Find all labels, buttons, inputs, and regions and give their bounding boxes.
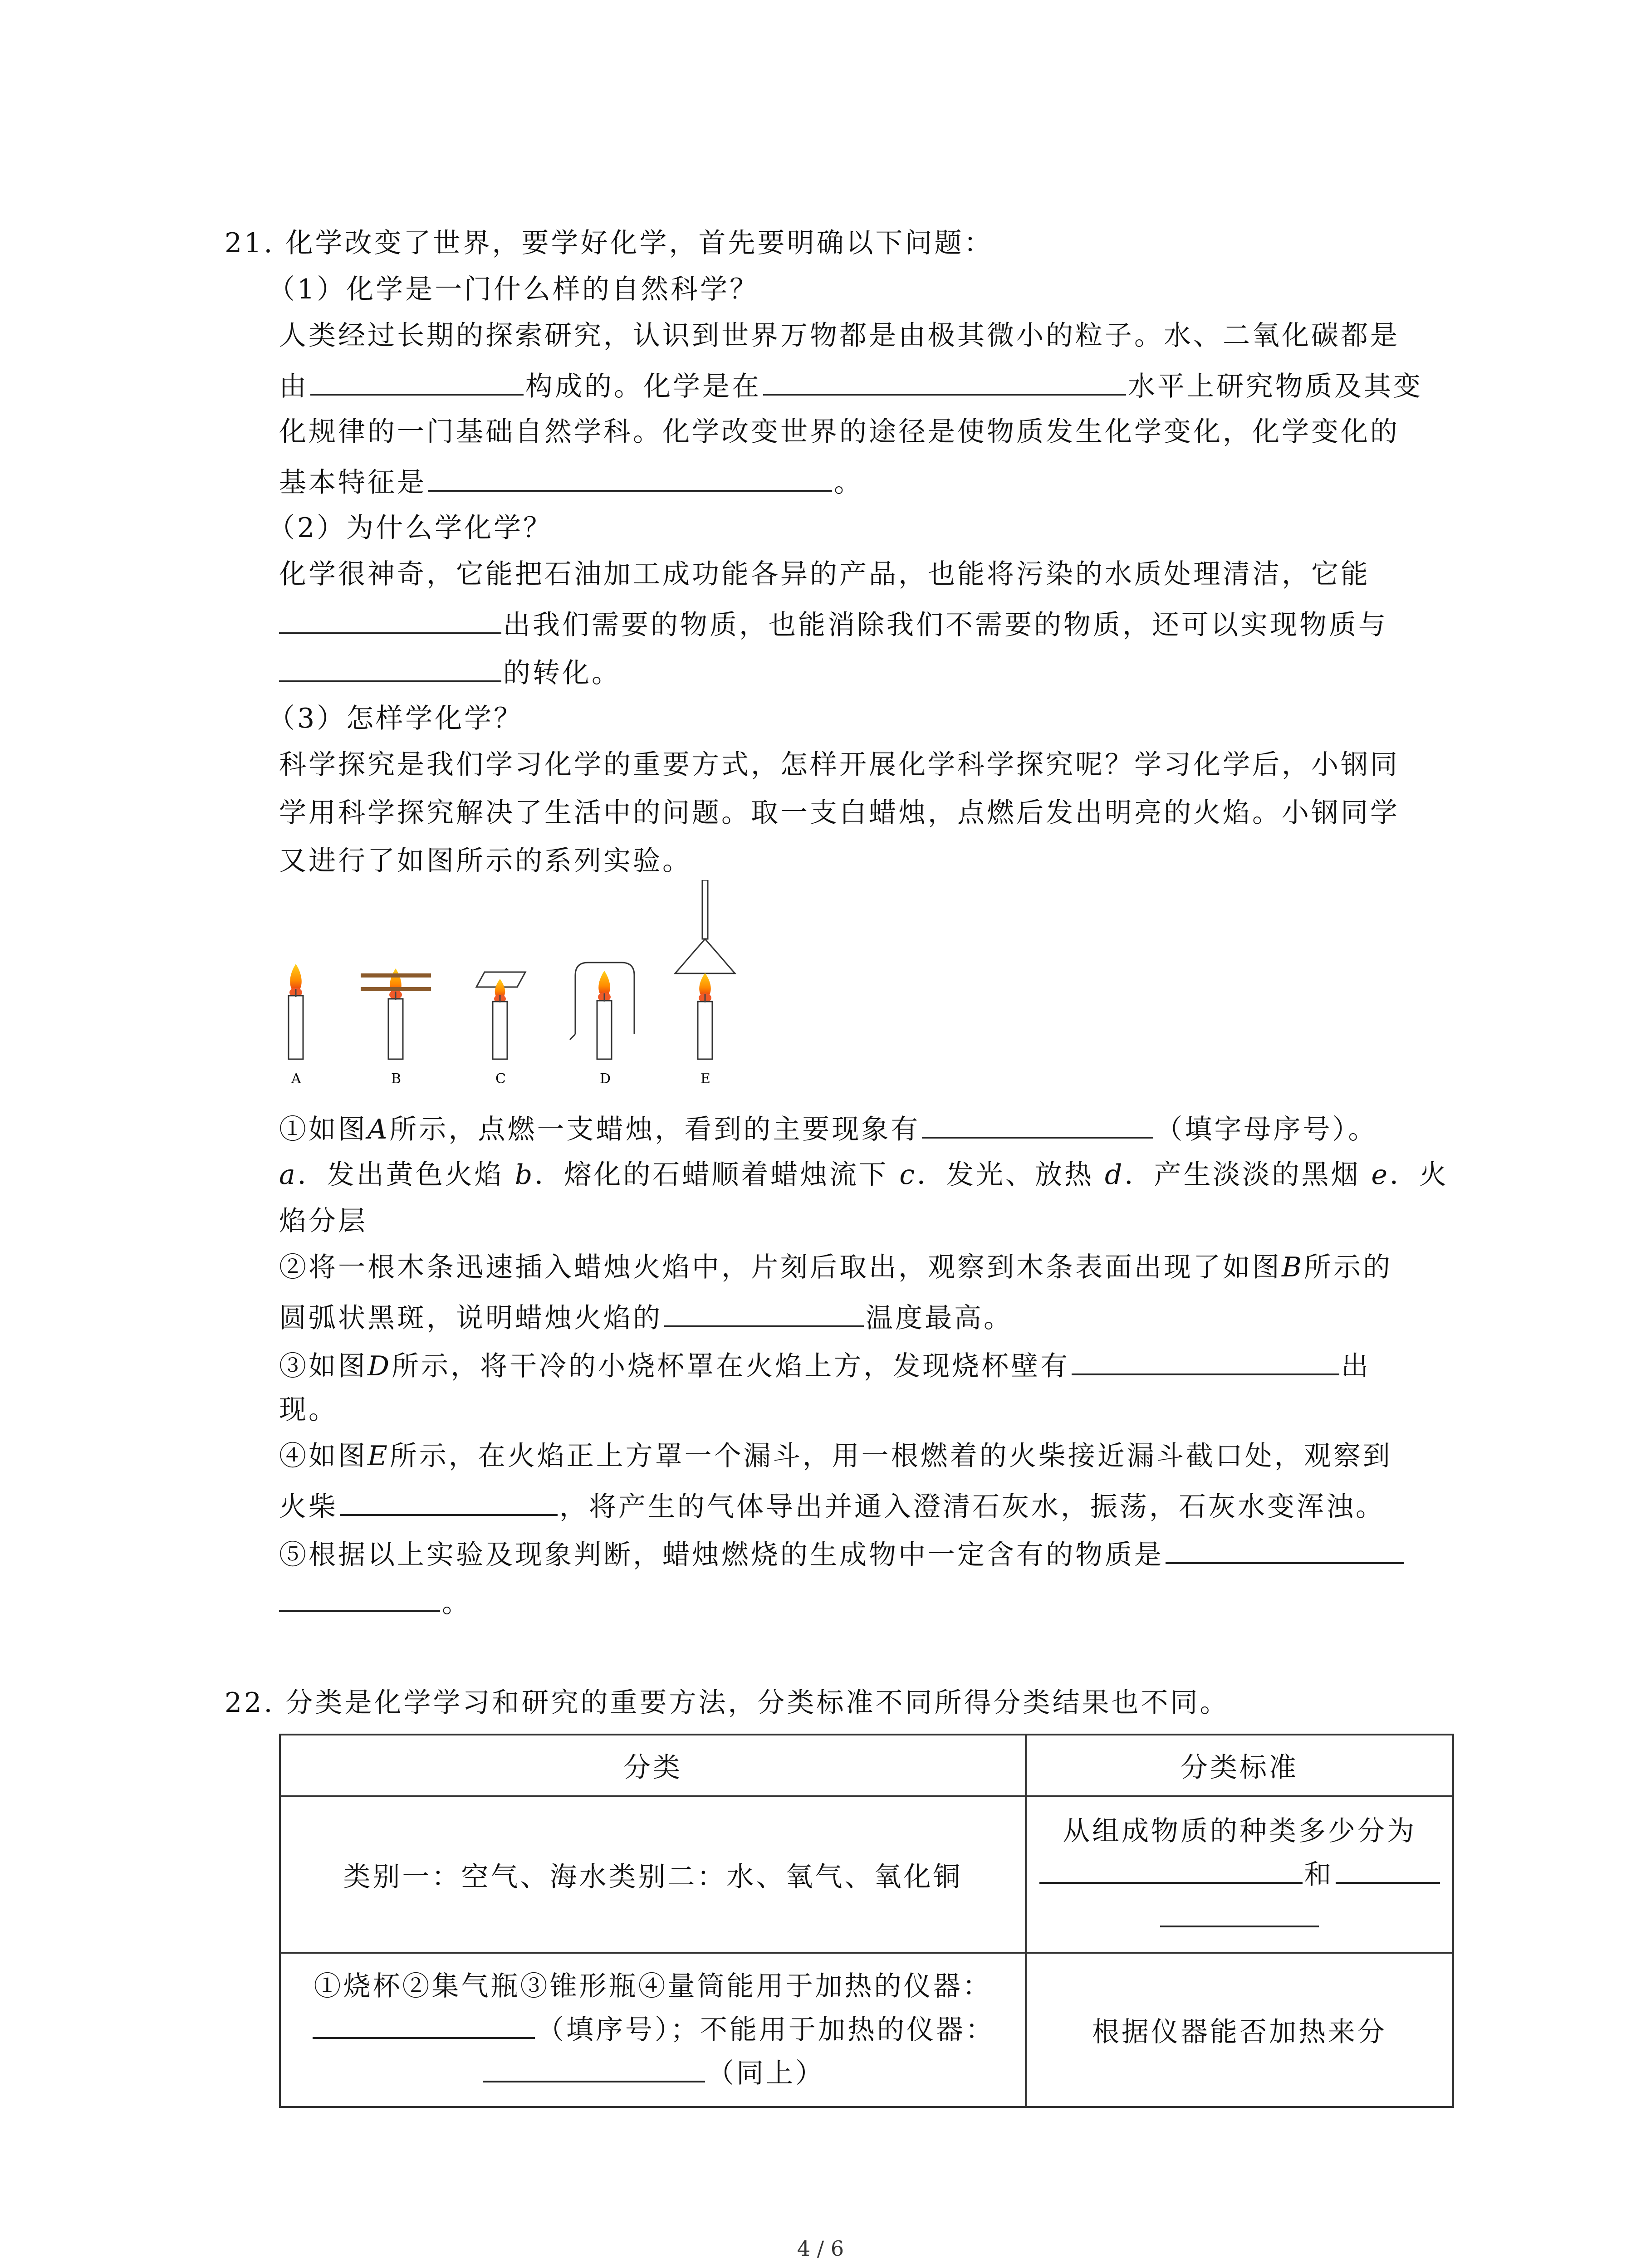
q21-step4-line1 xyxy=(279,1438,1392,1474)
q21-step4-line2 xyxy=(279,1486,1385,1525)
row1-classification: 类别一：空气、海水类别二：水、氧气、氧化铜 xyxy=(280,1796,1026,1953)
text: （填字母序号）。 xyxy=(1155,1114,1378,1145)
q21-part2-line1: 化学很神奇，它能把石油加工成功能各异的产品，也能将污染的水质处理清洁，它能 xyxy=(279,558,1370,590)
candle-experiment-figure xyxy=(263,880,785,1093)
q21-part1-line2 xyxy=(279,366,1423,405)
text: 所示，将干冷的小烧杯罩在火焰上方，发现烧杯壁有 xyxy=(392,1350,1070,1382)
option-a: ．发出黄色火焰 xyxy=(297,1159,504,1191)
table-header-row xyxy=(280,1735,1453,1796)
figure-label-d: D xyxy=(600,1071,611,1087)
text: ⑤根据以上实验及现象判断，蜡烛燃烧的生成物中一定含有的物质是 xyxy=(279,1539,1164,1571)
candle-b xyxy=(361,968,431,1059)
text: 火柴 xyxy=(279,1491,338,1523)
header-classification: 分类 xyxy=(280,1735,1026,1796)
answer-blank-level[interactable] xyxy=(763,366,1126,396)
text: ③如图 xyxy=(279,1350,367,1382)
text: 和 xyxy=(1304,1858,1334,1891)
candle-e xyxy=(675,880,735,1059)
answer-blank-particle[interactable] xyxy=(310,366,524,396)
text: 出我们需要的物质，也能消除我们不需要的物质，还可以实现物质与 xyxy=(503,609,1388,641)
answer-blank-match[interactable] xyxy=(340,1486,558,1516)
text: ①如图 xyxy=(279,1114,367,1145)
q21-step3-line2: 现。 xyxy=(279,1394,338,1426)
q21-step3-line1 xyxy=(279,1345,1371,1384)
answer-blank-mixture[interactable] xyxy=(1039,1856,1303,1884)
q21-part2-title: （2）为什么学化学？ xyxy=(268,512,553,544)
q21-part2-line3 xyxy=(279,652,621,691)
option-e-letter: e xyxy=(1371,1159,1390,1191)
text: ，将产生的气体导出并通入澄清石灰水，振荡，石灰水变浑浊。 xyxy=(559,1491,1385,1523)
text: 的转化。 xyxy=(503,657,621,689)
text: ①烧杯②集气瓶③锥形瓶④量筒能用于加热的仪器： xyxy=(314,1970,992,2002)
text: 。 xyxy=(442,1587,471,1619)
fig-ref: B xyxy=(1282,1251,1304,1283)
q21-step1-options xyxy=(279,1157,1449,1193)
figure-label-c: C xyxy=(495,1071,506,1087)
text: ④如图 xyxy=(279,1440,367,1472)
answer-blank-beaker-wall[interactable] xyxy=(1072,1345,1339,1375)
row2-standard: 根据仪器能否加热来分 xyxy=(1026,1953,1453,2107)
q21-step2-line1 xyxy=(279,1249,1392,1286)
text: 水平上研究物质及其变 xyxy=(1128,371,1423,402)
text: 所示，点燃一支蜡烛，看到的主要现象有 xyxy=(389,1114,921,1145)
fig-ref: A xyxy=(367,1114,390,1145)
q21-part2-line2 xyxy=(279,604,1388,643)
figure-label-e: E xyxy=(700,1071,710,1087)
classification-table xyxy=(279,1734,1454,2108)
option-d: ．产生淡淡的黑烟 xyxy=(1124,1159,1361,1191)
q21-part3-line3: 又进行了如图所示的系列实验。 xyxy=(279,845,692,877)
fig-ref: E xyxy=(367,1440,390,1472)
q21-step2-line2 xyxy=(279,1297,1013,1336)
q21-step5-line1 xyxy=(279,1534,1406,1573)
q21-step5-line2 xyxy=(279,1582,471,1621)
q21-part1-title: （1）化学是一门什么样的自然科学？ xyxy=(268,274,759,305)
row1-standard-blank3 xyxy=(1036,1897,1443,1940)
q21-step1 xyxy=(279,1109,1377,1148)
answer-blank-energy[interactable] xyxy=(279,652,501,682)
text: （同上） xyxy=(707,2058,825,2089)
answer-blank-pure[interactable] xyxy=(1336,1856,1440,1884)
figure-label-b: B xyxy=(391,1071,402,1087)
answer-blank-feature[interactable] xyxy=(428,462,832,492)
answer-blank-flame-layer[interactable] xyxy=(664,1297,864,1327)
text: 所示的 xyxy=(1304,1251,1393,1283)
candle-a xyxy=(289,964,303,1059)
text: 温度最高。 xyxy=(866,1302,1013,1334)
text: 。 xyxy=(834,467,863,499)
answer-blank-products[interactable] xyxy=(1166,1534,1404,1564)
q21-part1-line3: 化规律的一门基础自然学科。化学改变世界的途径是使物质发生化学变化，化学变化的 xyxy=(279,416,1400,448)
text: 构成的。化学是在 xyxy=(525,371,761,402)
text: 由 xyxy=(279,371,309,402)
row2-line2 xyxy=(290,2008,1016,2052)
answer-blank-pure-cont[interactable] xyxy=(1160,1899,1319,1927)
page-number: 4 / 6 xyxy=(797,2236,844,2261)
row1-standard-blanks xyxy=(1036,1853,1443,1897)
q21-part3-title: （3）怎样学化学？ xyxy=(268,703,524,734)
answer-blank-products-cont[interactable] xyxy=(279,1582,440,1612)
q21-part3-line2: 学用科学探究解决了生活中的问题。取一支白蜡烛，点燃后发出明亮的火焰。小钢同学 xyxy=(279,797,1400,829)
text: 从组成物质的种类多少分为 xyxy=(1063,1815,1416,1847)
option-c: ．发光、放热 xyxy=(916,1159,1094,1191)
option-c-letter: c xyxy=(899,1159,917,1191)
q21-step1-options-cont: 焰分层 xyxy=(279,1205,367,1237)
option-b-letter: b xyxy=(514,1159,535,1191)
row1-standard xyxy=(1026,1796,1453,1953)
row2-line3 xyxy=(290,2052,1016,2095)
candle-d xyxy=(570,963,634,1059)
text: 出 xyxy=(1341,1350,1371,1382)
candle-c xyxy=(476,972,525,1059)
fig-ref: D xyxy=(367,1350,392,1382)
option-b: ．熔化的石蜡顺着蜡烛流下 xyxy=(534,1159,889,1191)
table-row xyxy=(280,1953,1453,2107)
option-a-letter: a xyxy=(279,1159,298,1191)
answer-blank-phenomena[interactable] xyxy=(922,1109,1153,1139)
q21-part1-line4 xyxy=(279,462,863,501)
text: ②将一根木条迅速插入蜡烛火焰中，片刻后取出，观察到木条表面出现了如图 xyxy=(279,1251,1282,1283)
option-e: ．火 xyxy=(1390,1159,1449,1191)
q22-intro: 22. 分类是化学学习和研究的重要方法，分类标准不同所得分类结果也不同。 xyxy=(225,1687,1230,1719)
answer-blank-not-heatable[interactable] xyxy=(483,2054,705,2082)
text: 圆弧状黑斑，说明蜡烛火焰的 xyxy=(279,1302,662,1334)
q21-part1-line1: 人类经过长期的探索研究，认识到世界万物都是由极其微小的粒子。水、二氧化碳都是 xyxy=(279,320,1400,352)
option-d-letter: d xyxy=(1105,1159,1125,1191)
text: （填序号）；不能用于加热的仪器： xyxy=(537,2014,995,2046)
answer-blank-create[interactable] xyxy=(279,604,501,634)
header-standard: 分类标准 xyxy=(1026,1735,1453,1796)
q21-part3-line1: 科学探究是我们学习化学的重要方式，怎样开展化学科学探究呢？学习化学后，小钢同 xyxy=(279,749,1400,781)
q21-intro: 21. 化学改变了世界，要学好化学，首先要明确以下问题： xyxy=(225,227,994,259)
table-row xyxy=(280,1796,1453,1953)
text: 基本特征是 xyxy=(279,467,426,499)
figure-label-a: A xyxy=(291,1071,301,1087)
row2-classification xyxy=(280,1953,1026,2107)
text: 所示，在火焰正上方罩一个漏斗，用一根燃着的火柴接近漏斗截口处，观察到 xyxy=(389,1440,1392,1472)
answer-blank-heatable[interactable] xyxy=(313,2011,535,2039)
